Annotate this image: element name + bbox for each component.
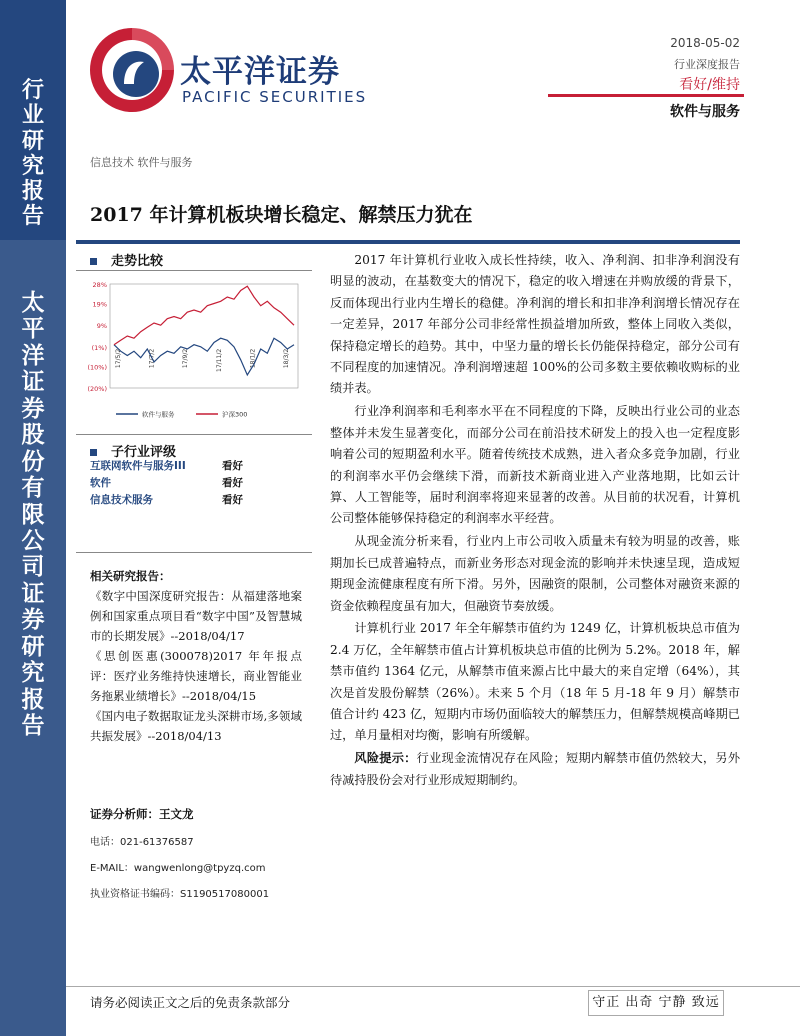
footer-motto: 守正 出奇 宁静 致远 [588, 990, 724, 1016]
series-line-software [114, 338, 294, 375]
brand-name-cn: 太平洋证券 [180, 54, 340, 90]
legend-label: 沪深300 [222, 410, 248, 419]
analyst-label: 证券分析师： [90, 807, 159, 821]
related-report-item: 《思创医惠(300078)2017 年年报点评：医疗业务维持快速增长，商业智能业务拖累业绩增长》--2018/04/15 [90, 649, 302, 703]
related-report-item: 《国内电子数据取证龙头深耕市场,多领域共振发展》--2018/04/13 [90, 709, 302, 743]
related-report-item: 《数字中国深度研究报告：从福建落地案例和国家重点项目看“数字中国”及智慧城市的长期发展》--2018/04/17 [90, 589, 302, 643]
body-paragraph: 2017 年计算机行业收入成长性持续，收入、净利润、扣非净利润没有明显的波动，在基数变大的情况下，稳定的收入增速在并购放缓的背景下，反而体现出行业内生增长的稳健。净利润的增长和扣非净利润增长情况存在一定差异，2017 年部分公司非经常性损益增加所致，整体上同收入类似，保持稳定增长的趋势。其中，中坚力量的增长长仍能保持稳定，部分公司有不同程度的加速情况。净利润增速超 100%的公司多数主要依赖收购标的业绩并表。 [330, 253, 740, 396]
analyst-block [90, 806, 310, 911]
y-tick-label: (1%) [91, 343, 107, 352]
rating-label: 看好/维持 [679, 77, 740, 93]
sub-industry-name: 互联网软件与服务III [90, 460, 186, 472]
company-report-vertical: 太 平 洋 证 券 股 份 有 限 公 司 证 券 研 究 报 告 [21, 290, 45, 739]
chart-plot-area [110, 284, 298, 388]
sub-industry-rating: 看好 [222, 460, 243, 472]
report-type: 行业深度报告 [674, 58, 740, 71]
table-row [90, 492, 300, 509]
x-tick-label: 17/9/2 [182, 348, 190, 369]
related-reports-title: 相关研究报告： [90, 569, 171, 583]
trend-divider [76, 270, 312, 271]
analyst-certificate: 执业资格证书编码：S1190517080001 [90, 889, 270, 900]
y-tick-label: 19% [92, 300, 107, 309]
x-tick-label: 17/7/2 [148, 348, 156, 369]
square-bullet-icon [90, 258, 97, 265]
sub-industry-divider [76, 434, 312, 435]
y-tick-label: 28% [92, 281, 107, 289]
risk-label: 风险提示： [354, 751, 417, 766]
x-tick-label: 17/5/2 [115, 348, 122, 369]
sector-name: 软件与服务 [670, 104, 740, 120]
footer-divider [66, 986, 800, 987]
legend-label: 软件与服务 [142, 410, 175, 419]
trend-chart [84, 276, 310, 426]
y-tick-label: (20%) [87, 385, 107, 393]
x-tick-label: 17/11/2 [215, 348, 223, 372]
risk-text: 行业现金流情况存在风险；短期内解禁市值仍然较大，另外待减持股份会对行业形成短期制约。 [330, 751, 741, 787]
table-row [90, 475, 300, 492]
y-tick-label: 9% [96, 322, 107, 331]
brand-name-en: PACIFIC SECURITIES [182, 88, 368, 106]
table-divider [76, 552, 312, 553]
risk-paragraph [330, 748, 740, 791]
body-paragraph: 从现金流分析来看，行业内上市公司收入质量未有较为明显的改善，账期加长已成普遍特点，而新业务形态对现金流的影响并未快速呈现，造成短期现金流健康程度有所下滑。另外，因融资的限制，公司整体对融资来源的资金依赖程度虽有加大，但融资节奏放缓。 [330, 534, 740, 613]
rating-divider [548, 94, 744, 97]
analyst-phone: 电话：021-61376587 [90, 837, 194, 848]
sub-industry-heading: 子行业评级 [90, 441, 176, 460]
related-reports-list [90, 586, 302, 746]
sub-industry-name: 信息技术服务 [90, 494, 153, 506]
sub-industry-rating: 看好 [222, 494, 243, 506]
report-date: 2018-05-02 [670, 36, 740, 50]
table-row [90, 458, 300, 475]
report-body [330, 250, 740, 793]
report-category-vertical: 行 业 研 究 报 告 [21, 78, 44, 230]
sub-industry-rating-table [90, 458, 300, 509]
footer-disclaimer: 请务必阅读正文之后的免责条款部分 [90, 995, 291, 1010]
sub-industry-rating: 看好 [222, 477, 243, 489]
body-paragraph: 行业净利润率和毛利率水平在不同程度的下降，反映出行业公司的业态整体并未发生显著变化，而部分公司在前沿技术研发上的投入也一定程度影响着公司的短期盈利水平。随着传统技术成熟，进入者众多竞争加剧，行业的利润率水平仍会继续下滑，而新技术新商业进入产业落地期，比如云计算、人工智能等，届时利润率将迎来显著的改善。从目前的状况看，计算机公司整体能够保持稳定的利润率水平经营。 [330, 404, 740, 526]
y-tick-label: (10%) [87, 363, 107, 372]
square-bullet-icon [90, 449, 97, 456]
title-divider [76, 240, 740, 244]
series-line-hs300 [114, 286, 294, 345]
breadcrumb: 信息技术 软件与服务 [90, 156, 193, 169]
sub-industry-name: 软件 [90, 477, 111, 489]
pacific-securities-logo [84, 22, 180, 118]
trend-heading: 走势比较 [90, 250, 163, 269]
report-title: 2017 年计算机板块增长稳定、解禁压力犹在 [90, 204, 473, 226]
analyst-name: 王文龙 [159, 807, 194, 821]
body-paragraph: 计算机行业 2017 年全年解禁市值约为 1249 亿，计算机板块总市值为 2.4 万亿，全年解禁市值占计算机板块总市值的比例为 5.2%。2018 年，解禁市值约 1364 亿元，从解禁市值来源占比中最大的来自定增（64%），其次是首发股份解禁（26%）。未来 5 个月（18 年 5 月-18 年 9 月）解禁市值合计约 423 亿，短期内市场仍面临较大的解禁压力，但解禁规模高峰期已过，单月量相对均衡，影响有所缓解。 [330, 621, 740, 743]
x-tick-label: 18/3/2 [283, 348, 290, 369]
analyst-name-line [90, 806, 310, 822]
side-band [0, 0, 66, 1036]
analyst-email: E-MAIL：wangwenlong@tpyzq.com [90, 863, 266, 874]
x-tick-label: 18/1/2 [249, 348, 257, 369]
